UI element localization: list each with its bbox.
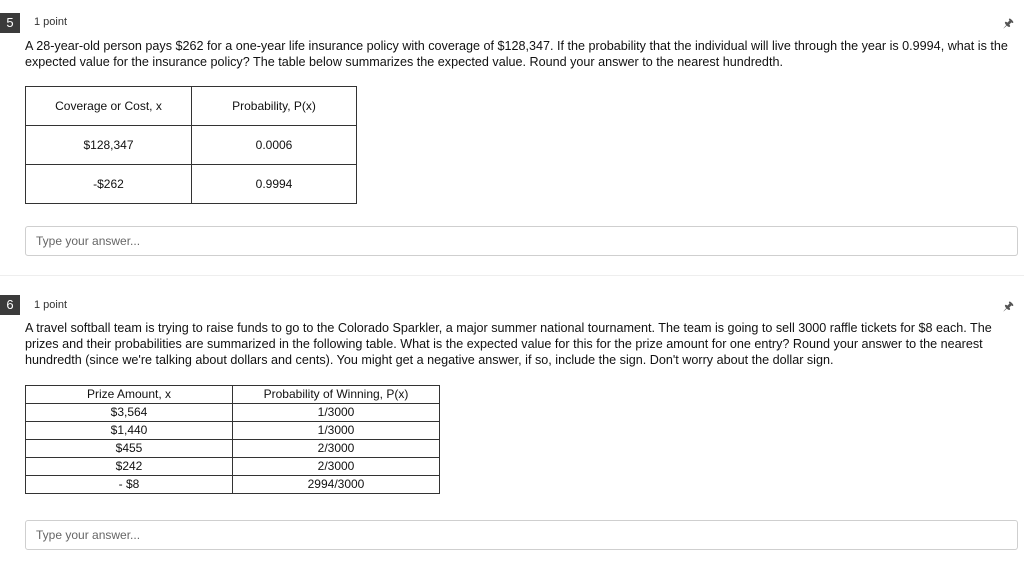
table-header-row (26, 386, 440, 404)
table-row (26, 458, 440, 476)
question-number: 5 (0, 13, 20, 33)
table-cell: 0.0006 (192, 126, 357, 165)
question-points: 1 point (34, 16, 68, 28)
table-cell: $128,347 (26, 126, 192, 165)
table-cell: -$262 (26, 165, 192, 204)
table-cell: $242 (26, 458, 233, 476)
table-row (26, 165, 357, 204)
question-table (25, 385, 440, 494)
pin-icon[interactable]: 🖈 (1002, 299, 1014, 313)
table-cell: 2994/3000 (233, 476, 440, 494)
table-header: Probability of Winning, P(x) (233, 386, 440, 404)
table-cell: 1/3000 (233, 404, 440, 422)
table-header: Probability, P(x) (192, 87, 357, 126)
table-row (26, 126, 357, 165)
table-header: Coverage or Cost, x (26, 87, 192, 126)
table-cell: $455 (26, 440, 233, 458)
table-row (26, 422, 440, 440)
table-cell: $3,564 (26, 404, 233, 422)
pin-icon[interactable]: 🖈 (1002, 16, 1014, 30)
question-5 (0, 0, 1024, 270)
question-text: A 28-year-old person pays $262 for a one-year life insurance policy with coverage of $128,347. If the probability that the individual will live through the year is 0.9994, what is the expected value for the insurance policy? The table below summarizes the expected value. Round your answer to the nearest hundredth. (25, 39, 1008, 69)
table-cell: 2/3000 (233, 458, 440, 476)
table-header-row (26, 87, 357, 126)
table-row (26, 440, 440, 458)
table-row (26, 404, 440, 422)
question-divider (0, 275, 1024, 276)
question-text: A travel softball team is trying to raise funds to go to the Colorado Sparkler, a major summer national tournament. The team is going to sell 3000 raffle tickets for $8 each. The prizes and their probabilities are summarized in the following table. What is the expected value for this for the prize amount for one entry? Round your answer to the nearest hundredth (since we're talking about dollars and cents). You might get a negative answer, if so, include the sign. Don't worry about the dollar sign. (25, 321, 992, 367)
table-header: Prize Amount, x (26, 386, 233, 404)
question-points: 1 point (34, 299, 68, 311)
question-number: 6 (0, 295, 20, 315)
answer-input[interactable] (25, 520, 1018, 550)
question-6 (0, 295, 1024, 576)
table-cell: 1/3000 (233, 422, 440, 440)
table-row (26, 476, 440, 494)
answer-input[interactable] (25, 226, 1018, 256)
table-cell: 0.9994 (192, 165, 357, 204)
table-cell: - $8 (26, 476, 233, 494)
table-cell: $1,440 (26, 422, 233, 440)
table-cell: 2/3000 (233, 440, 440, 458)
question-table (25, 86, 357, 204)
